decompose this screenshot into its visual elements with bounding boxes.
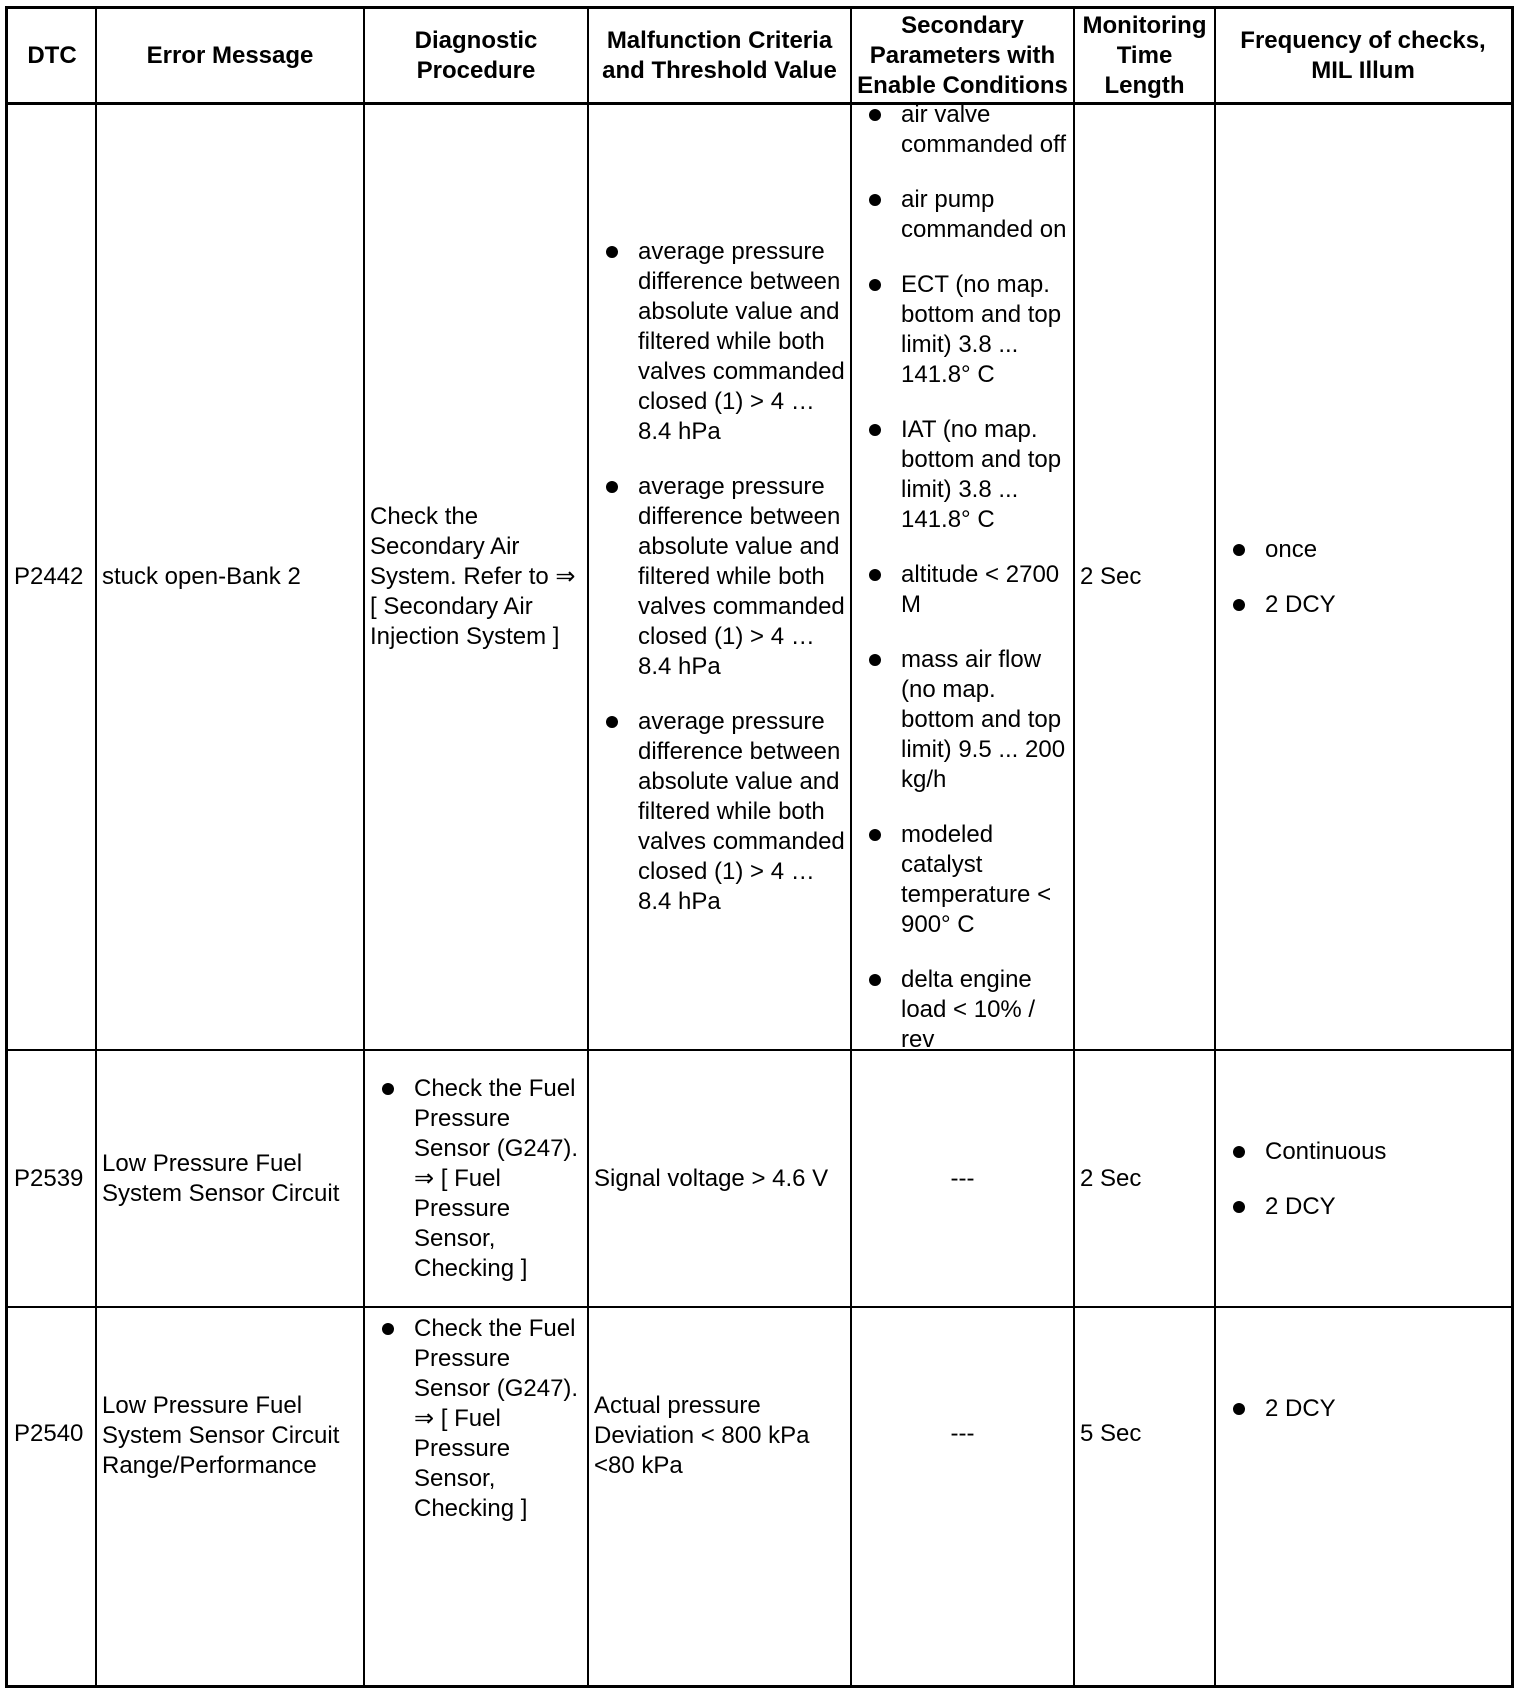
parameter-item: air valve commanded off [851,100,1070,160]
row1-error-message: stuck open-Bank 2 [102,563,301,590]
header-frequency: Frequency of checks, MIL Illum [1240,27,1486,84]
row2-secondary-parameters: --- [950,1165,975,1192]
header-malfunction-criteria: Malfunction Criteria and Threshold Value [602,27,837,84]
row2-malfunction-criteria: Signal voltage > 4.6 V [594,1165,829,1192]
row3-secondary-parameters: --- [950,1420,975,1447]
row1-monitoring-time: 2 Sec [1080,563,1142,590]
dtc-table [5,6,1514,1688]
row3-error-message: Low Pressure Fuel System Sensor Circuit Range/Performance [102,1392,340,1479]
header-diagnostic-procedure: Diagnostic Procedure [414,27,538,84]
row2-monitoring-time: 2 Sec [1080,1165,1142,1192]
procedure-item: Check the Fuel Pressure Sensor (G247). ⇒ [ Fuel Pressure Sensor, Checking ] [364,1314,582,1524]
header-error-message: Error Message [146,42,314,69]
row2-diagnostic-procedure [364,1051,588,1307]
header-secondary-parameters: Secondary Parameters with Enable Conditions [857,12,1068,99]
row3-diagnostic-procedure [364,1308,588,1685]
criteria-item: average pressure difference between absolute value and filtered while both valves commanded closed (1) > 4 … 8.4 hPa [588,707,845,917]
parameter-item: altitude < 2700 M [851,560,1070,620]
frequency-item: 2 DCY [1215,1192,1386,1222]
parameter-item: modeled catalyst temperature < 900° C [851,820,1070,940]
frequency-item: Continuous [1215,1137,1386,1167]
parameter-item: IAT (no map. bottom and top limit) 3.8 ... 141.8° C [851,415,1070,535]
criteria-item: average pressure difference between absolute value and filtered while both valves commanded closed (1) > 4 … 8.4 hPa [588,237,845,447]
header-monitoring-time: Monitoring Time Length [1082,12,1207,99]
frequency-item: once [1215,535,1336,565]
procedure-item: Check the Fuel Pressure Sensor (G247). ⇒ [ Fuel Pressure Sensor, Checking ] [364,1074,582,1284]
row3-monitoring-time: 5 Sec [1080,1420,1142,1447]
parameter-item: air pump commanded on [851,185,1070,245]
row3-malfunction-criteria: Actual pressure Deviation < 800 kPa <80 kPa [594,1392,810,1479]
row2-dtc: P2539 [14,1165,84,1192]
parameter-item: delta engine load < 10% / rev [851,965,1070,1055]
row1-dtc: P2442 [14,563,84,590]
row3-dtc: P2540 [14,1420,84,1447]
row3-frequency [1215,1308,1511,1685]
row2-error-message: Low Pressure Fuel System Sensor Circuit [102,1150,340,1207]
row1-frequency [1215,104,1511,1050]
parameter-item: mass air flow (no map. bottom and top limit) 9.5 ... 200 kg/h [851,645,1070,795]
parameter-item: ECT (no map. bottom and top limit) 3.8 ... 141.8° C [851,270,1070,390]
criteria-item: average pressure difference between absolute value and filtered while both valves commanded closed (1) > 4 … 8.4 hPa [588,472,845,682]
frequency-item: 2 DCY [1215,590,1336,620]
row1-secondary-parameters [851,100,1074,1053]
row1-diagnostic-procedure: Check the Secondary Air System. Refer to ⇒ [ Secondary Air Injection System ] [370,503,576,650]
row1-malfunction-criteria [588,104,851,1050]
header-dtc: DTC [27,42,77,69]
frequency-item: 2 DCY [1215,1394,1336,1424]
row2-frequency [1215,1051,1511,1307]
